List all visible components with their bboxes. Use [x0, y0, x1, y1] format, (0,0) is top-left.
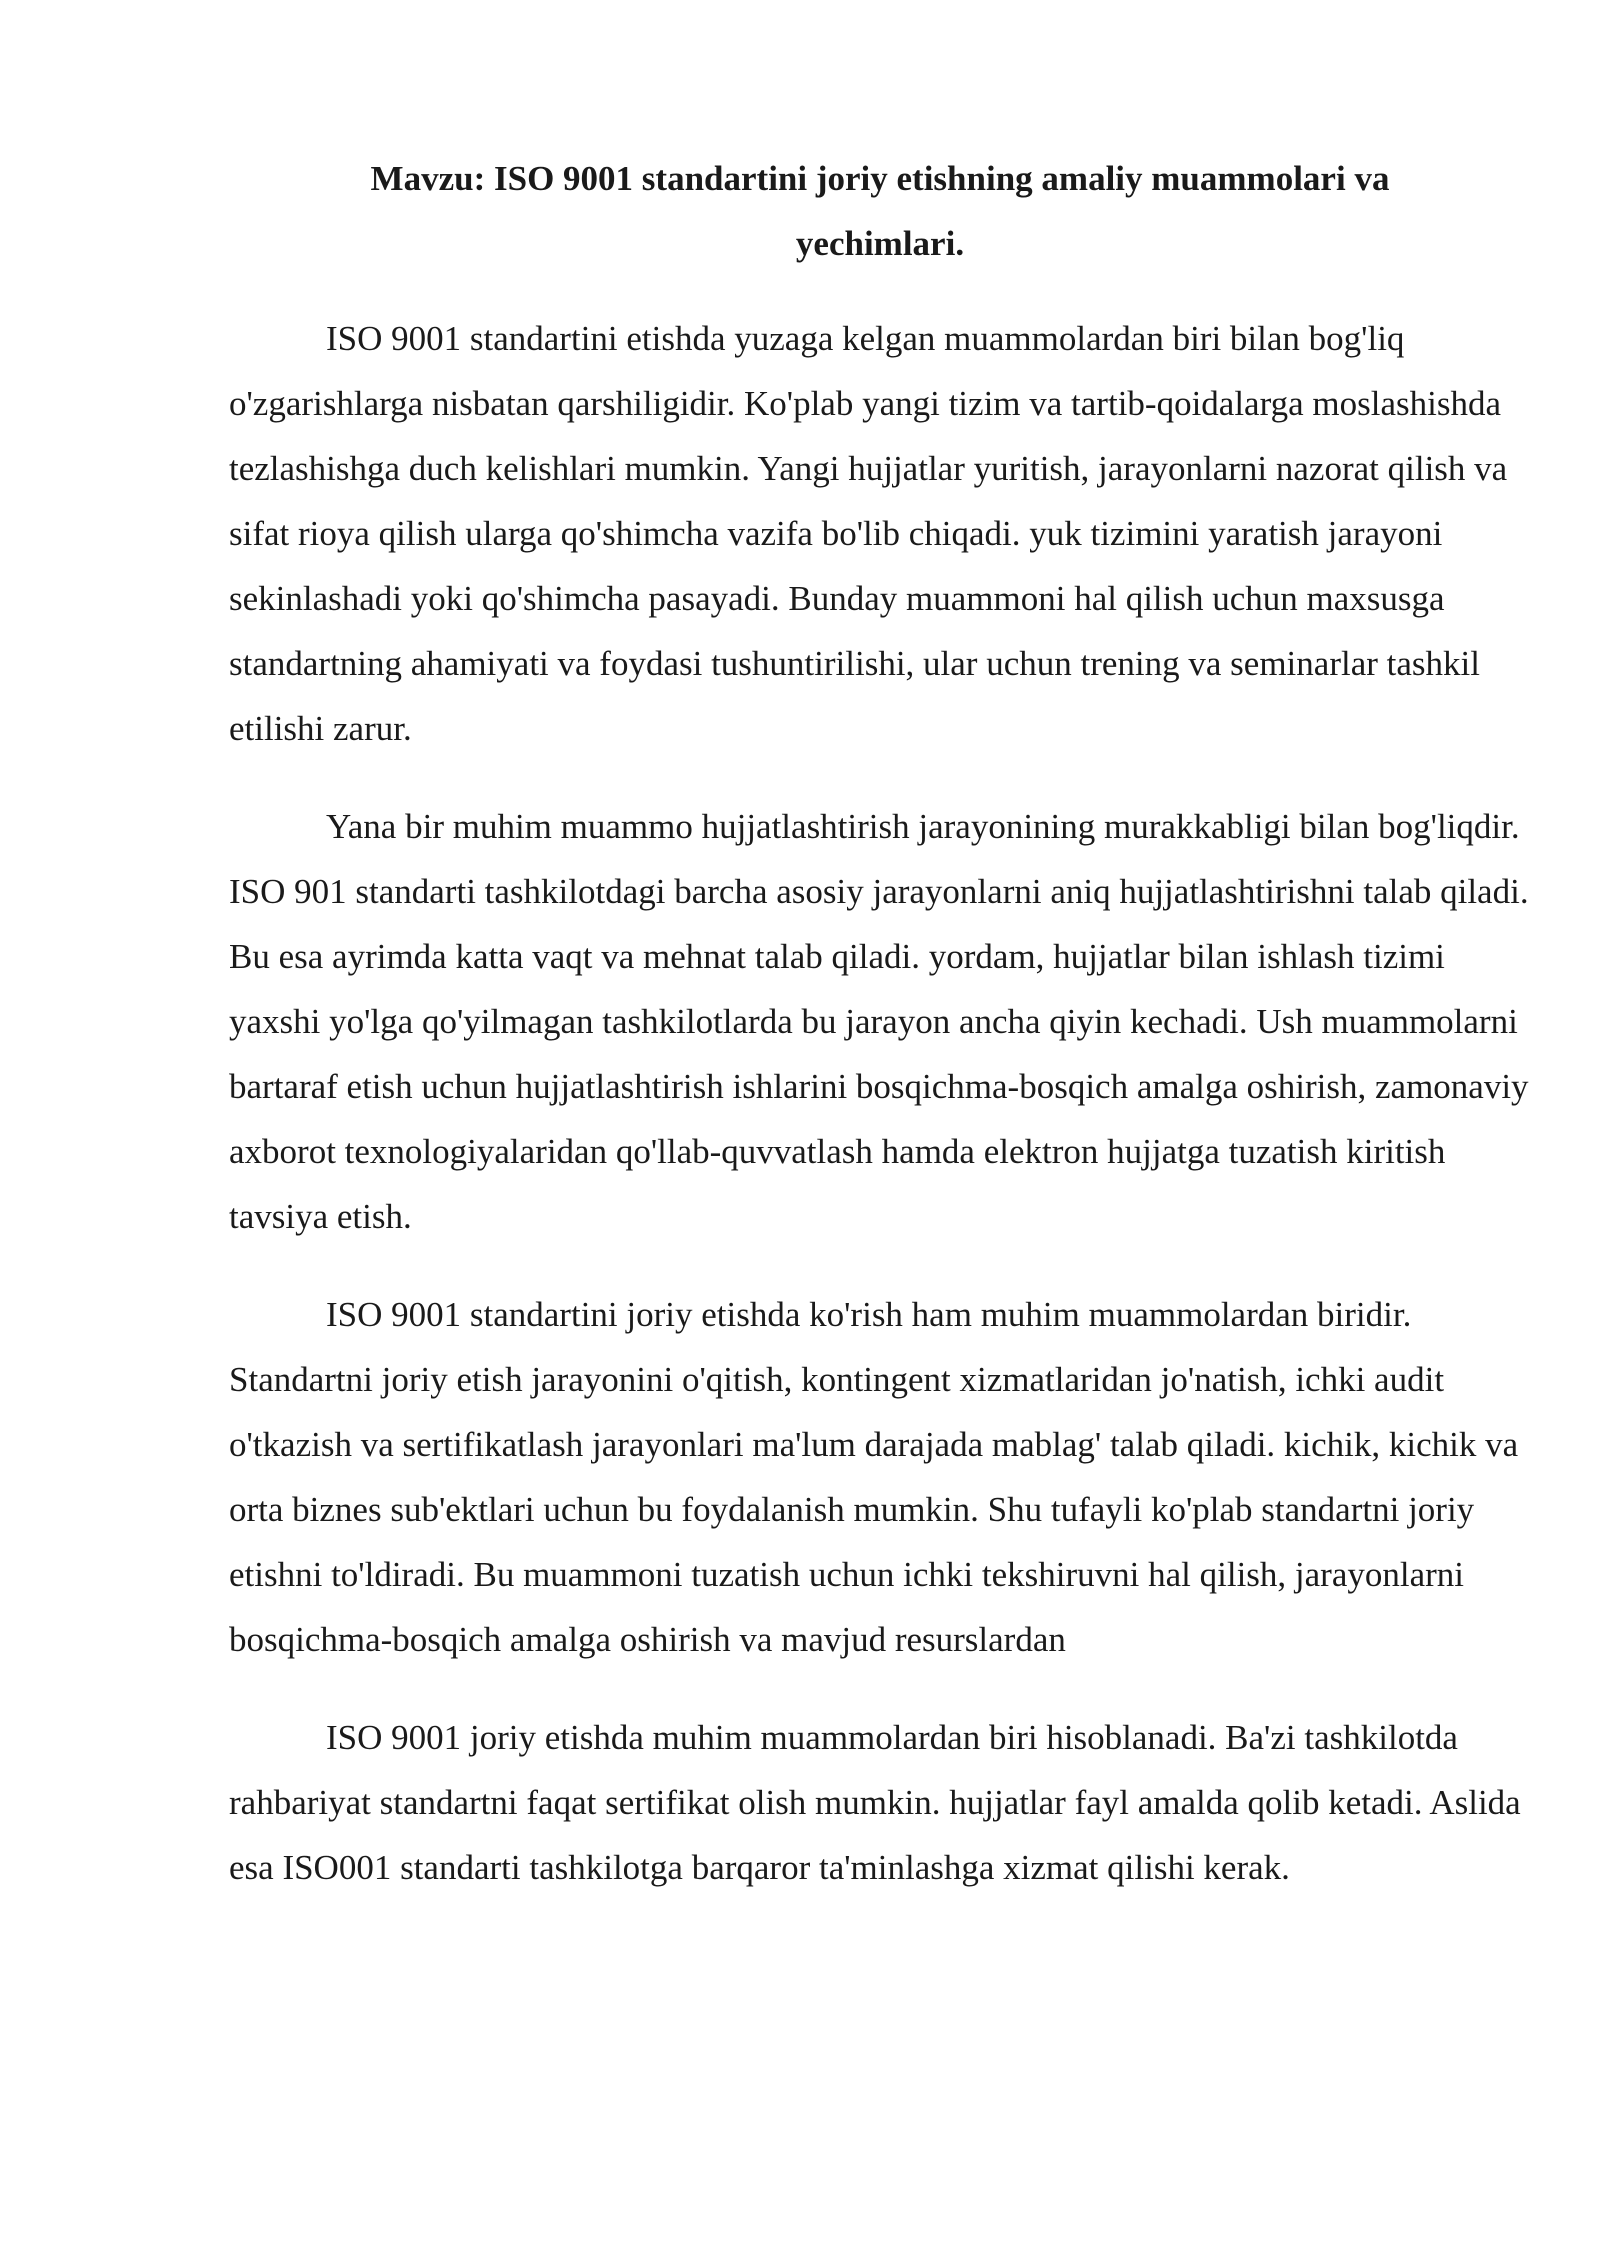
document-body	[229, 306, 1535, 1933]
paragraph-1: ISO 9001 standartini etishda yuzaga kelgan muammolardan biri bilan bog'liq o'zgarishlarga nisbatan qarshiligidir. Ko'plab yangi tizim va tartib-qoidalarga moslashishda tezlashishga duch kelishlari mumkin. Yangi hujjatlar yuritish, jarayonlarni nazorat qilish va sifat rioya qilish ularga qo'shimcha vazifa bo'lib chiqadi. yuk tizimini yaratish jarayoni sekinlashadi yoki qo'shimcha pasayadi. Bunday muammoni hal qilish uchun maxsusga standartning ahamiyati va foydasi tushuntirilishi, ular uchun trening va seminarlar tashkil etilishi zarur.	[229, 319, 1508, 748]
paragraph-4: ISO 9001 joriy etishda muhim muammolardan biri hisoblanadi. Ba'zi tashkilotda rahbariyat standartni faqat sertifikat olish mumkin. hujjatlar fayl amalda qolib ketadi. Aslida esa ISO001 standarti tashkilotga barqaror ta'minlashga xizmat qilishi kerak.	[229, 1718, 1521, 1887]
document-title	[230, 146, 1530, 276]
title-line-1: Mavzu: ISO 9001 standartini joriy etishning amaliy muammolari va	[370, 159, 1390, 198]
paragraph-3: ISO 9001 standartini joriy etishda ko'rish ham muhim muammolardan biridir. Standartni joriy etish jarayonini o'qitish, kontingent xizmatlaridan jo'natish, ichki audit o'tkazish va sertifikatlash jarayonlari ma'lum darajada mablag' talab qiladi. kichik, kichik va orta biznes sub'ektlari uchun bu foydalanish mumkin. Shu tufayli ko'plab standartni joriy etishni to'ldiradi. Bu muammoni tuzatish uchun ichki tekshiruvni hal qilish, jarayonlarni bosqichma-bosqich amalga oshirish va mavjud resurslardan	[229, 1295, 1519, 1659]
paragraph-2: Yana bir muhim muammo hujjatlashtirish jarayonining murakkabligi bilan bog'liqdir. ISO 901 standarti tashkilotdagi barcha asosiy jarayonlarni aniq hujjatlashtirishni talab qiladi. Bu esa ayrimda katta vaqt va mehnat talab qiladi. yordam, hujjatlar bilan ishlash tizimi yaxshi yo'lga qo'yilmagan tashkilotlarda bu jarayon ancha qiyin kechadi. Ush muammolarni bartaraf etish uchun hujjatlashtirish ishlarini bosqichma-bosqich amalga oshirish, zamonaviy axborot texnologiyalaridan qo'llab-quvvatlash hamda elektron hujjatga tuzatish kiritish tavsiya etish.	[229, 807, 1529, 1236]
title-line-2: yechimlari.	[795, 224, 965, 263]
